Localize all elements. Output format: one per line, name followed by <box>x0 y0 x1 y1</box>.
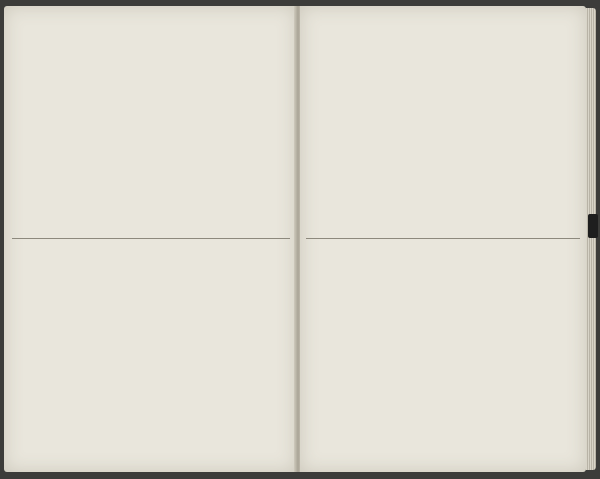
upper_band-left_page-entry-4 <box>241 64 254 234</box>
upper_band-right_page-entry-9 <box>444 64 457 234</box>
lower_band-right_page-entry-7 <box>480 262 493 462</box>
upper_band-left_page-entry-3 <box>255 64 268 234</box>
lower_band-left_page-entry-16 <box>65 262 78 462</box>
page-edge-stack <box>586 8 596 470</box>
upper_band-left_page-entry-20 <box>22 64 35 234</box>
upper_band-left_page-entry-2 <box>268 64 281 234</box>
upper_band-right_page-entry-12 <box>398 64 411 234</box>
lower_band-left_page-entry-4 <box>239 262 252 462</box>
lower_band-left_page-entry-11 <box>138 262 151 462</box>
lower_band-left_page-entry-15 <box>80 262 93 462</box>
upper_band-right_page-entry-6 <box>490 64 503 234</box>
lower_band-left_page-entry-12 <box>123 262 136 462</box>
upper_band-right_page-entry-4 <box>520 64 533 234</box>
lower_band-right_page-entry-5 <box>509 262 522 462</box>
lower_band-left_page-entry-18 <box>36 262 49 462</box>
lower_band-right_page-entry-17 <box>336 262 349 462</box>
lower_band-left_page-entry-9 <box>166 262 179 462</box>
lower_band-right_page-entry-13 <box>394 262 407 462</box>
upper_band-left_page-entry-5 <box>227 64 240 234</box>
upper_band-left_page-entry-18 <box>49 64 62 234</box>
upper_band-right_page-entry-11 <box>414 64 427 234</box>
upper_band-right_page-entry-17 <box>322 64 335 234</box>
upper_band-left_page-entry-16 <box>77 64 90 234</box>
lower_band-right_page-entry-3 <box>537 262 550 462</box>
upper_band-left_page-entry-8 <box>186 64 199 234</box>
lower_band-right_page-entry-16 <box>351 262 364 462</box>
lower_band-right_page-entry-4 <box>523 262 536 462</box>
upper_band-right_page-entry-16 <box>337 64 350 234</box>
upper_band-left_page-entry-7 <box>200 64 213 234</box>
lower_band-left_page-entry-17 <box>51 262 64 462</box>
lower_band-left_page-entry-6 <box>210 262 223 462</box>
upper_band-left_page-entry-10 <box>159 64 172 234</box>
lower_band-right_page-entry-15 <box>365 262 378 462</box>
upper_band-right_page-entry-3 <box>536 64 549 234</box>
upper_band-right_page-entry-15 <box>353 64 366 234</box>
upper_band-left_page-entry-19 <box>36 64 49 234</box>
upper_band-right_page-entry-7 <box>475 64 488 234</box>
lower_band-right_page-entry-8 <box>466 262 479 462</box>
upper_band-left_page-entry-1 <box>282 64 295 234</box>
lower_band-left_page-entry-7 <box>195 262 208 462</box>
left-page-band-divider <box>12 238 290 239</box>
lower_band-left_page-entry-2 <box>268 262 281 462</box>
lower_band-left_page-entry-3 <box>253 262 266 462</box>
upper_band-right_page-entry-13 <box>383 64 396 234</box>
upper_band-right_page-entry-2 <box>551 64 564 234</box>
lower_band-right_page-entry-6 <box>494 262 507 462</box>
lower_band-left_page-entry-19 <box>22 262 35 462</box>
lower_band-right_page-entry-1 <box>566 262 579 462</box>
upper_band-left_page-entry-9 <box>173 64 186 234</box>
lower_band-left_page-entry-1 <box>282 262 295 462</box>
lower_band-left_page-entry-14 <box>94 262 107 462</box>
lower_band-left_page-entry-13 <box>109 262 122 462</box>
upper_band-left_page-entry-6 <box>214 64 227 234</box>
upper_band-left_page-entry-15 <box>90 64 103 234</box>
lower_band-right_page-entry-9 <box>451 262 464 462</box>
upper_band-left_page-entry-12 <box>131 64 144 234</box>
lower_band-right_page-entry-12 <box>408 262 421 462</box>
lower_band-right_page-entry-11 <box>422 262 435 462</box>
lower_band-left_page-entry-5 <box>224 262 237 462</box>
right-page-band-divider <box>306 238 580 239</box>
upper_band-left_page-entry-14 <box>104 64 117 234</box>
upper_band-right_page-entry-5 <box>505 64 518 234</box>
upper_band-left_page-entry-11 <box>145 64 158 234</box>
lower_band-right_page-entry-18 <box>322 262 335 462</box>
upper_band-right_page-entry-1 <box>566 64 579 234</box>
lower_band-left_page-entry-10 <box>152 262 165 462</box>
lower_band-right_page-entry-14 <box>379 262 392 462</box>
lower_band-left_page-entry-8 <box>181 262 194 462</box>
lower_band-right_page-entry-2 <box>552 262 565 462</box>
binding-clip <box>588 214 598 238</box>
lower_band-right_page-entry-10 <box>437 262 450 462</box>
upper_band-left_page-entry-13 <box>118 64 131 234</box>
upper_band-left_page-entry-17 <box>63 64 76 234</box>
upper_band-right_page-entry-14 <box>368 64 381 234</box>
upper_band-right_page-entry-8 <box>459 64 472 234</box>
upper_band-right_page-entry-10 <box>429 64 442 234</box>
